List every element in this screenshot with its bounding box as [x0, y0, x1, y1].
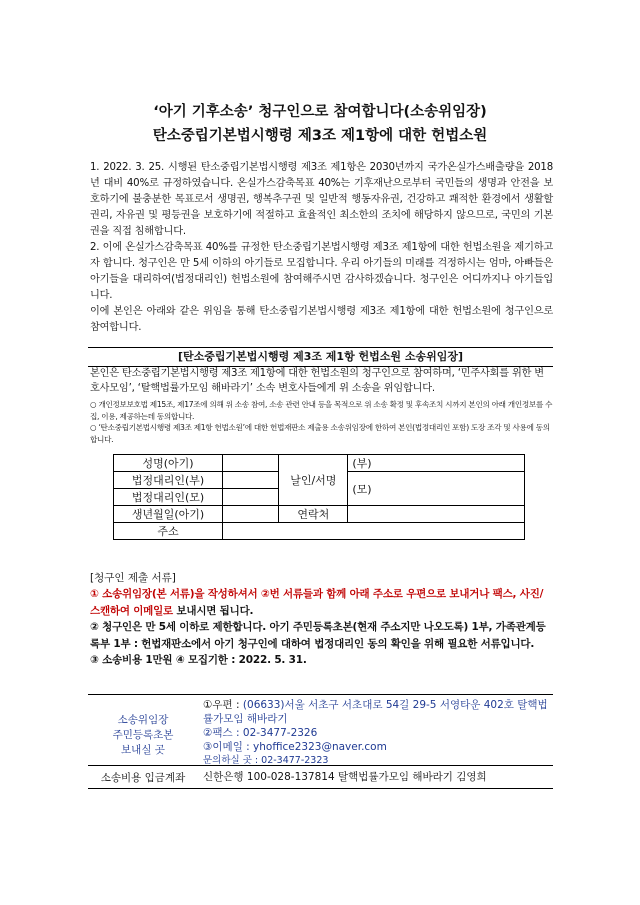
mother-field[interactable]	[223, 489, 279, 506]
consent-note-seal: ○ ‘탄소중립기본법시행령 제3조 제1항 헌법소원’에 대한 헌법재판소 제출용 소송위임장에 한하여 본인(법정대리인 포함) 도장 조각 및 사용에 동의합니다.	[90, 423, 550, 444]
fax-number: ②팩스 : 02-3477-2326	[203, 727, 318, 739]
contact-label: 연락처	[279, 506, 348, 523]
father-mark: (부)	[352, 457, 372, 470]
submission-body	[90, 586, 553, 669]
submission-item-1-highlight: ① 소송위임장(본 서류)을 작성하셔서 ②번 서류들과 함께 아래 주소로 우편으로 보내거나 팩스, 사진/스캔하여 이메일로	[90, 588, 544, 617]
send-details	[203, 698, 553, 768]
payment-row	[88, 766, 553, 789]
address-label: 주소	[114, 523, 223, 540]
intro-paragraph-3: 이에 본인은 아래와 같은 위임을 통해 탄소중립기본법시행령 제3조 제1항에 대한 헌법소원에 청구인으로 참여합니다.	[90, 306, 553, 333]
document-title: ‘아기 기후소송’ 청구인으로 참여합니다(소송위임장)	[153, 104, 487, 120]
email-address[interactable]: ③이메일 : yhoffice2323@naver.com	[203, 741, 387, 753]
birth-label: 생년월일(아기)	[114, 506, 223, 523]
submission-item-2: ② 청구인은 만 5세 이하로 제한합니다. 아기 주민등록초본(현재 주소지만 나오도록) 1부, 가족관계등록부 1부 : 헌법재판소에서 아기 청구인에 대하여 법정대리인 동의 확인을 위해 필요한 서류입니다.	[90, 621, 546, 650]
post-address: ①우편 : (06633)서울 서초구 서초대로 54길 29-5 서영타운 402호 탈핵법률가모임 해바라기	[203, 699, 548, 725]
send-label	[88, 713, 198, 758]
payment-account: 신한은행 100-028-137814 탈핵법률가모임 해바라기 김영희	[203, 771, 487, 783]
delegation-box-title: [탄소중립기본법시행령 제3조 제1항 헌법소원 소송위임장]	[88, 347, 553, 367]
father-label: 법정대리인(부)	[114, 472, 223, 489]
consent-note-privacy: ○ 개인정보보호법 제15조, 제17조에 의해 위 소송 참여, 소송 관련 안내 등을 목적으로 위 소송 확정 및 후속조치 시까지 본인의 아래 개인정보를 수집, 이용, 제공하는데 동의합니다.	[90, 400, 553, 421]
mother-label: 법정대리인(모)	[114, 489, 223, 506]
submission-heading: [청구인 제출 서류]	[90, 572, 176, 584]
submission-item-3: ③ 소송비용 1만원 ④ 모집기한 : 2022. 5. 31.	[90, 654, 307, 666]
seal-label: 날인/서명	[279, 455, 348, 506]
birth-field[interactable]	[223, 506, 279, 523]
send-info-table	[88, 694, 553, 789]
intro-paragraph-1: 1. 2022. 3. 25. 시행된 탄소중립기본법시행령 제3조 제1항은 2030년까지 국가온실가스배출량을 2018년 대비 40%로 규정하였습니다. 온실가스감축목표 40%는 기후재난으로부터 국민들의 생명과 안전을 보호하기에 불충분한 목표로서 생명권, 행복추구권 및 일반적 행동자유권, 건강하고 쾌적한 환경에서 생활할 권리, 자유권 및 평등권을 보호하기에 적절하고 효율적인 최소한의 조치에 해당하지 않으므로, 국민의 기본권을 직접 침해합니다.	[90, 162, 553, 237]
submission-item-1-rest: 보내시면 됩니다.	[173, 604, 254, 617]
document-subtitle: 탄소중립기본법시행령 제3조 제1항에 대한 헌법소원	[152, 128, 488, 144]
delegation-form	[113, 454, 525, 540]
address-field[interactable]	[223, 523, 525, 540]
send-label-line-2: 주민등록초본	[112, 729, 174, 741]
intro-section	[90, 160, 553, 336]
inquiry-phone: 문의하실 곳 : 02-3477-2323	[203, 755, 329, 766]
mother-mark: (모)	[352, 482, 372, 496]
name-field[interactable]	[223, 455, 279, 472]
send-label-line-3: 보내실 곳	[121, 744, 165, 756]
intro-paragraph-2: 2. 이에 온실가스감축목표 40%를 규정한 탄소중립기본법시행령 제3조 제1항에 대한 헌법소원을 제기하고자 합니다. 청구인은 만 5세 이하의 아기들로 모집합니다. 우리 아기들의 미래를 걱정하시는 엄마, 아빠들은 아기들을 대리하여(법정대리인) 헌법소원에 참여해주시면 감사하겠습니다. 청구인은 어디까지나 아기들입니다.	[90, 242, 553, 301]
name-label: 성명(아기)	[114, 455, 223, 472]
consent-notes	[90, 399, 553, 445]
submission-item-1	[90, 586, 553, 619]
delegation-text: 본인은 탄소중립기본법시행령 제3조 제1항에 대한 헌법소원의 청구인으로 참여하며, ‘민주사회를 위한 변호사모임’, ‘탈핵법률가모임 해바라기’ 소속 변호사들에게 위 소송을 위임합니다.	[90, 368, 544, 394]
payment-label: 소송비용 입금계좌	[100, 772, 186, 784]
mother-seal-field[interactable]	[348, 472, 525, 506]
send-label-line-1: 소송위임장	[117, 714, 169, 726]
send-address-row	[88, 694, 553, 766]
contact-field[interactable]	[348, 506, 525, 523]
father-field[interactable]	[223, 472, 279, 489]
father-seal-field[interactable]	[348, 455, 525, 472]
